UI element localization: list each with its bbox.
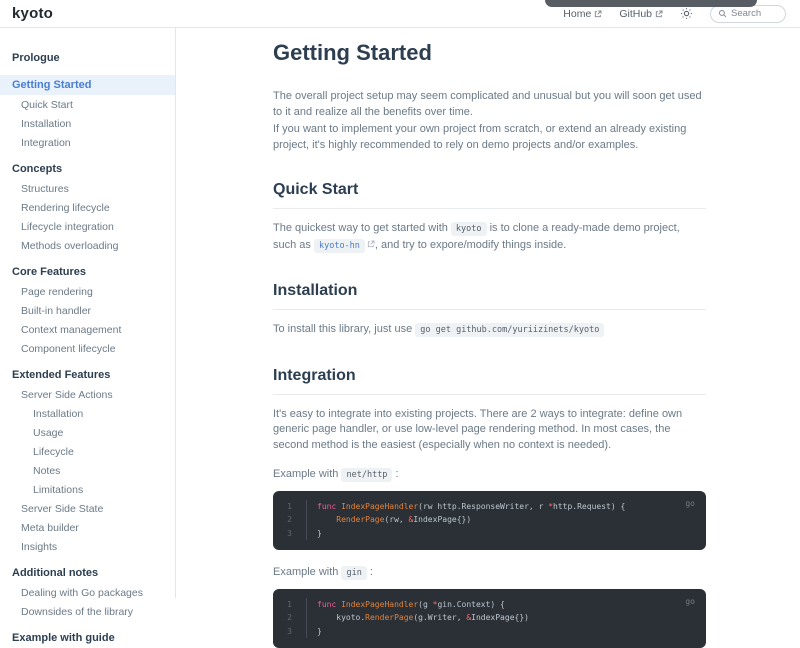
sidebar-item-lifecycle-integration[interactable]: Lifecycle integration bbox=[0, 217, 175, 236]
inline-code: net/http bbox=[341, 468, 392, 482]
paragraph: If you want to implement your own project from scratch, or extend an already existing project, it's highly recommended to rely on demo projects and/or examples. bbox=[273, 122, 706, 153]
sidebar-item-installation[interactable]: Installation bbox=[0, 114, 175, 133]
external-link-icon bbox=[655, 10, 663, 18]
nav-link-home[interactable] bbox=[563, 8, 602, 20]
section-heading-integration: Integration bbox=[273, 367, 706, 395]
external-link-icon bbox=[594, 10, 602, 18]
code-content: func IndexPageHandler(g *gin.Context) { kyoto.RenderPage(g.Writer, &IndexPage{}) } bbox=[307, 598, 529, 639]
section-heading-installation: Installation bbox=[273, 282, 706, 310]
theme-toggle-button[interactable] bbox=[680, 7, 693, 20]
inline-code: gin bbox=[341, 566, 366, 580]
sidebar-item-methods-overloading[interactable]: Methods overloading bbox=[0, 236, 175, 255]
sidebar-item-usage[interactable]: Usage bbox=[0, 423, 175, 442]
sidebar-item-dealing-with-go-packages[interactable]: Dealing with Go packages bbox=[0, 583, 175, 602]
sidebar-item-built-in-handler[interactable]: Built-in handler bbox=[0, 301, 175, 320]
sidebar-item-additional-notes[interactable]: Additional notes bbox=[0, 563, 175, 583]
code-language-badge: go bbox=[685, 595, 695, 609]
doc-sections bbox=[273, 181, 706, 648]
sidebar-item-context-management[interactable]: Context management bbox=[0, 320, 175, 339]
paragraph: Example with gin : bbox=[273, 565, 706, 582]
page-title: Getting Started bbox=[273, 40, 706, 66]
sidebar-nav bbox=[0, 28, 176, 598]
code-block bbox=[273, 589, 706, 648]
search-box[interactable] bbox=[710, 5, 786, 23]
search-icon bbox=[718, 9, 727, 18]
intro-paragraphs bbox=[273, 89, 706, 153]
paragraph: The overall project setup may seem complicated and unusual but you will soon get used to it and realize all the benefits over time. bbox=[273, 89, 706, 120]
code-content: func IndexPageHandler(rw http.ResponseWriter, r *http.Request) { RenderPage(rw, &IndexPage{}) } bbox=[307, 500, 625, 541]
sidebar-item-getting-started[interactable]: Getting Started bbox=[0, 75, 175, 95]
sidebar-item-core-features[interactable]: Core Features bbox=[0, 262, 175, 282]
sidebar-item-concepts[interactable]: Concepts bbox=[0, 159, 175, 179]
sidebar-item-integration[interactable]: Integration bbox=[0, 133, 175, 152]
sidebar-item-extended-features[interactable]: Extended Features bbox=[0, 365, 175, 385]
external-link-icon bbox=[367, 238, 375, 246]
sidebar-item-server-side-state[interactable]: Server Side State bbox=[0, 499, 175, 518]
sidebar-item-quick-start[interactable]: Quick Start bbox=[0, 95, 175, 114]
inline-code: kyoto bbox=[451, 222, 487, 236]
code-block bbox=[273, 491, 706, 551]
sidebar-item-structures[interactable]: Structures bbox=[0, 179, 175, 198]
nav-link-home-label: Home bbox=[563, 8, 591, 20]
sidebar-item-downsides-of-the-library[interactable]: Downsides of the library bbox=[0, 602, 175, 621]
sidebar-item-notes[interactable]: Notes bbox=[0, 461, 175, 480]
sidebar-item-example-with-guide[interactable]: Example with guide bbox=[0, 628, 175, 648]
section-heading-quick-start: Quick Start bbox=[273, 181, 706, 209]
sidebar-item-meta-builder[interactable]: Meta builder bbox=[0, 518, 175, 537]
inline-code: go get github.com/yuriizinets/kyoto bbox=[415, 323, 604, 337]
sidebar-item-insights[interactable]: Insights bbox=[0, 537, 175, 556]
sidebar-item-limitations[interactable]: Limitations bbox=[0, 480, 175, 499]
main-area bbox=[176, 28, 800, 598]
nav-link-github-label: GitHub bbox=[619, 8, 652, 20]
top-header bbox=[0, 0, 800, 28]
search-input[interactable] bbox=[731, 8, 777, 19]
top-overlay-pill bbox=[545, 0, 757, 7]
inline-code-link[interactable]: kyoto-hn bbox=[314, 239, 365, 253]
sidebar-item-component-lifecycle[interactable]: Component lifecycle bbox=[0, 339, 175, 358]
sidebar-item-prologue[interactable]: Prologue bbox=[0, 48, 175, 68]
sun-icon bbox=[680, 7, 693, 20]
nav-link-github[interactable] bbox=[619, 8, 663, 20]
paragraph: It's easy to integrate into existing projects. There are 2 ways to integrate: define own generic page handler, or use low-level page rendering method. In most cases, the second method is the easiest (especially when no context is needed). bbox=[273, 407, 706, 454]
sidebar-item-server-side-actions[interactable]: Server Side Actions bbox=[0, 385, 175, 404]
sidebar-item-page-rendering[interactable]: Page rendering bbox=[0, 282, 175, 301]
paragraph: Example with net/http : bbox=[273, 467, 706, 484]
app-logo[interactable]: kyoto bbox=[12, 5, 53, 22]
code-line-numbers: 1 2 3 bbox=[273, 598, 307, 639]
header-nav bbox=[563, 5, 786, 23]
sidebar-item-rendering-lifecycle[interactable]: Rendering lifecycle bbox=[0, 198, 175, 217]
sidebar-item-lifecycle[interactable]: Lifecycle bbox=[0, 442, 175, 461]
doc-content bbox=[273, 40, 706, 648]
paragraph: To install this library, just use go get github.com/yuriizinets/kyoto bbox=[273, 322, 706, 339]
paragraph: The quickest way to get started with kyoto is to clone a ready-made demo project, such as kyoto-hn , and try to expore/modify things inside. bbox=[273, 221, 706, 254]
code-language-badge: go bbox=[685, 497, 695, 511]
sidebar-item-installation[interactable]: Installation bbox=[0, 404, 175, 423]
code-line-numbers: 1 2 3 bbox=[273, 500, 307, 541]
